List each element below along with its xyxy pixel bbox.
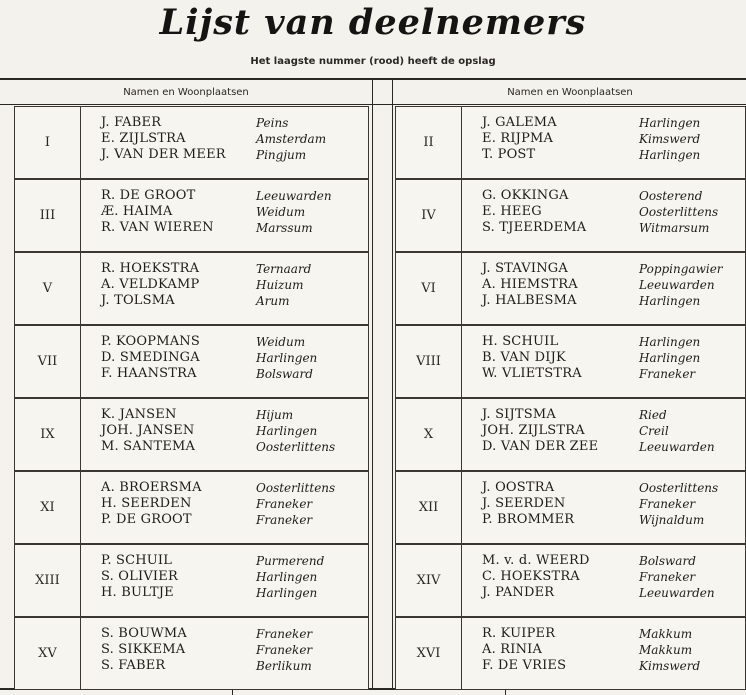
group-numeral: X — [396, 399, 462, 470]
member-row — [101, 131, 362, 147]
left-column-header: Namen en Woonplaatsen — [123, 87, 249, 98]
participant-group — [395, 325, 746, 398]
participant-group — [14, 544, 369, 617]
group-numeral: XVI — [396, 618, 462, 689]
participant-group — [14, 252, 369, 325]
participant-group — [395, 471, 746, 544]
member-place: Franeker — [639, 497, 696, 511]
member-place: Harlingen — [256, 586, 318, 600]
member-row — [482, 658, 739, 674]
member-name: JOH. ZIJLSTRA — [482, 423, 585, 438]
member-name: E. RIJPMA — [482, 131, 554, 146]
footer-mark — [505, 690, 506, 695]
member-place: Bolsward — [256, 367, 313, 381]
member-place: Franeker — [639, 570, 696, 584]
member-place: Ternaard — [256, 262, 312, 276]
member-row — [482, 407, 739, 423]
member-row — [101, 480, 362, 496]
group-numeral: XIV — [396, 545, 462, 616]
participant-group — [14, 179, 369, 252]
member-name: R. HOEKSTRA — [101, 261, 200, 276]
member-row — [101, 553, 362, 569]
group-numeral: V — [15, 253, 81, 324]
group-members — [482, 480, 739, 528]
member-place: Wijnaldum — [639, 513, 705, 527]
group-numeral: XII — [396, 472, 462, 543]
member-row — [101, 496, 362, 512]
page-title: Lijst van deelnemers — [159, 2, 587, 43]
header-bottom-rule — [0, 104, 746, 105]
member-name: B. VAN DIJK — [482, 350, 566, 365]
member-name: J. HALBESMA — [482, 293, 577, 308]
member-row — [101, 188, 362, 204]
member-row — [101, 334, 362, 350]
member-row — [482, 512, 739, 528]
participant-group — [14, 398, 369, 471]
member-name: R. DE GROOT — [101, 188, 196, 203]
participant-group — [14, 106, 369, 179]
group-members — [101, 188, 362, 236]
member-place: Witmarsum — [639, 221, 710, 235]
group-members — [482, 407, 739, 455]
member-name: E. ZIJLSTRA — [101, 131, 186, 146]
member-row — [101, 569, 362, 585]
member-name: J. FABER — [101, 115, 162, 130]
member-name: J. SEERDEN — [482, 496, 566, 511]
member-place: Harlingen — [639, 351, 701, 365]
member-row — [482, 585, 739, 601]
member-name: J. TOLSMA — [101, 293, 175, 308]
member-name: K. JANSEN — [101, 407, 177, 422]
member-place: Arum — [256, 294, 290, 308]
member-place: Poppingawier — [639, 262, 723, 276]
member-name: W. VLIETSTRA — [482, 366, 582, 381]
group-members — [101, 261, 362, 309]
member-name: S. FABER — [101, 658, 166, 673]
member-place: Weidum — [256, 335, 306, 349]
member-row — [482, 277, 739, 293]
group-members — [482, 553, 739, 601]
member-place: Kimswerd — [639, 132, 701, 146]
member-name: D. SMEDINGA — [101, 350, 200, 365]
participant-group — [395, 617, 746, 690]
member-name: J. STAVINGA — [482, 261, 568, 276]
member-row — [482, 439, 739, 455]
member-name: R. VAN WIEREN — [101, 220, 214, 235]
member-place: Harlingen — [639, 116, 701, 130]
member-place: Franeker — [256, 513, 313, 527]
group-numeral: IX — [15, 399, 81, 470]
member-row — [482, 496, 739, 512]
page-subtitle: Het laagste nummer (rood) heeft de opslag — [250, 56, 496, 67]
member-name: JOH. JANSEN — [101, 423, 195, 438]
member-row — [101, 115, 362, 131]
column-divider — [372, 80, 373, 688]
group-numeral: VIII — [396, 326, 462, 397]
member-row — [101, 204, 362, 220]
member-name: T. POST — [482, 147, 536, 162]
member-place: Oosterlittens — [639, 205, 719, 219]
member-name: J. SIJTSMA — [482, 407, 556, 422]
member-row — [101, 439, 362, 455]
participant-group — [14, 617, 369, 690]
member-place: Berlikum — [256, 659, 312, 673]
member-place: Leeuwarden — [639, 278, 715, 292]
group-members — [482, 115, 739, 163]
member-row — [482, 204, 739, 220]
group-members — [101, 334, 362, 382]
group-numeral: VI — [396, 253, 462, 324]
member-row — [482, 626, 739, 642]
member-row — [101, 642, 362, 658]
member-row — [482, 293, 739, 309]
group-numeral: XI — [15, 472, 81, 543]
member-row — [482, 366, 739, 382]
member-row — [482, 220, 739, 236]
group-numeral: XV — [15, 618, 81, 689]
member-row — [101, 626, 362, 642]
member-place: Harlingen — [256, 351, 318, 365]
group-numeral: II — [396, 107, 462, 178]
member-place: Huizum — [256, 278, 304, 292]
member-place: Peins — [256, 116, 289, 130]
member-place: Leeuwarden — [639, 586, 715, 600]
member-row — [101, 350, 362, 366]
member-name: M. SANTEMA — [101, 439, 196, 454]
member-name: H. BULTJE — [101, 585, 174, 600]
member-name: P. KOOPMANS — [101, 334, 200, 349]
member-name: P. SCHUIL — [101, 553, 173, 568]
group-members — [101, 480, 362, 528]
member-row — [482, 423, 739, 439]
right-column-header: Namen en Woonplaatsen — [507, 87, 633, 98]
member-place: Amsterdam — [256, 132, 327, 146]
member-row — [482, 553, 739, 569]
member-row — [101, 277, 362, 293]
member-place: Harlingen — [639, 148, 701, 162]
member-name: H. SEERDEN — [101, 496, 192, 511]
member-place: Pingjum — [256, 148, 307, 162]
group-members — [101, 115, 362, 163]
participant-group — [395, 106, 746, 179]
member-name: F. HAANSTRA — [101, 366, 197, 381]
member-place: Leeuwarden — [256, 189, 332, 203]
member-row — [482, 147, 739, 163]
member-place: Oosterlittens — [639, 481, 719, 495]
member-place: Makkum — [639, 627, 693, 641]
participant-group — [14, 471, 369, 544]
member-name: S. BOUWMA — [101, 626, 187, 641]
member-place: Franeker — [256, 643, 313, 657]
member-name: S. OLIVIER — [101, 569, 178, 584]
member-name: J. OOSTRA — [482, 480, 555, 495]
group-numeral: VII — [15, 326, 81, 397]
group-members — [482, 334, 739, 382]
participant-group — [395, 252, 746, 325]
member-name: A. VELDKAMP — [101, 277, 200, 292]
member-row — [101, 293, 362, 309]
member-place: Franeker — [256, 627, 313, 641]
member-name: M. v. d. WEERD — [482, 553, 590, 568]
member-row — [482, 115, 739, 131]
member-place: Franeker — [639, 367, 696, 381]
group-numeral: XIII — [15, 545, 81, 616]
member-name: F. DE VRIES — [482, 658, 567, 673]
member-name: S. SIKKEMA — [101, 642, 186, 657]
member-row — [101, 423, 362, 439]
member-name: J. GALEMA — [482, 115, 557, 130]
member-name: D. VAN DER ZEE — [482, 439, 599, 454]
group-members — [101, 626, 362, 674]
member-name: A. HIEMSTRA — [482, 277, 578, 292]
group-members — [482, 188, 739, 236]
member-place: Creil — [639, 424, 669, 438]
member-place: Harlingen — [256, 570, 318, 584]
member-row — [101, 658, 362, 674]
member-name: A. RINIA — [482, 642, 543, 657]
group-numeral: III — [15, 180, 81, 251]
member-place: Leeuwarden — [639, 440, 715, 454]
member-place: Marssum — [256, 221, 313, 235]
member-place: Hijum — [256, 408, 294, 422]
member-row — [482, 569, 739, 585]
member-name: P. BROMMER — [482, 512, 575, 527]
member-row — [101, 261, 362, 277]
participant-group — [14, 325, 369, 398]
member-place: Harlingen — [639, 294, 701, 308]
member-place: Bolsward — [639, 554, 696, 568]
participant-group — [395, 398, 746, 471]
member-row — [482, 350, 739, 366]
member-place: Harlingen — [256, 424, 318, 438]
member-name: G. OKKINGA — [482, 188, 569, 203]
participant-group — [395, 179, 746, 252]
member-place: Franeker — [256, 497, 313, 511]
group-numeral: I — [15, 107, 81, 178]
member-name: S. TJEERDEMA — [482, 220, 587, 235]
member-row — [101, 407, 362, 423]
member-name: J. VAN DER MEER — [101, 147, 226, 162]
member-place: Oosterlittens — [256, 440, 336, 454]
member-place: Makkum — [639, 643, 693, 657]
member-place: Kimswerd — [639, 659, 701, 673]
member-row — [101, 585, 362, 601]
column-divider-inner — [392, 80, 393, 688]
footer-mark — [232, 690, 233, 695]
member-place: Purmerend — [256, 554, 325, 568]
group-numeral: IV — [396, 180, 462, 251]
member-name: J. PANDER — [482, 585, 555, 600]
member-row — [482, 334, 739, 350]
member-row — [101, 366, 362, 382]
member-name: P. DE GROOT — [101, 512, 192, 527]
member-name: Æ. HAIMA — [101, 204, 173, 219]
member-row — [482, 131, 739, 147]
member-name: E. HEEG — [482, 204, 542, 219]
member-row — [482, 642, 739, 658]
group-members — [101, 553, 362, 601]
member-row — [101, 512, 362, 528]
member-row — [482, 188, 739, 204]
member-row — [482, 480, 739, 496]
member-row — [101, 220, 362, 236]
member-place: Weidum — [256, 205, 306, 219]
member-place: Ried — [639, 408, 667, 422]
member-place: Oosterend — [639, 189, 703, 203]
member-row — [101, 147, 362, 163]
member-name: H. SCHUIL — [482, 334, 559, 349]
member-row — [482, 261, 739, 277]
group-members — [482, 626, 739, 674]
group-members — [482, 261, 739, 309]
member-place: Harlingen — [639, 335, 701, 349]
table-top-rule — [0, 78, 746, 80]
member-name: C. HOEKSTRA — [482, 569, 580, 584]
participant-group — [395, 544, 746, 617]
group-members — [101, 407, 362, 455]
member-name: A. BROERSMA — [101, 480, 202, 495]
member-name: R. KUIPER — [482, 626, 556, 641]
member-place: Oosterlittens — [256, 481, 336, 495]
